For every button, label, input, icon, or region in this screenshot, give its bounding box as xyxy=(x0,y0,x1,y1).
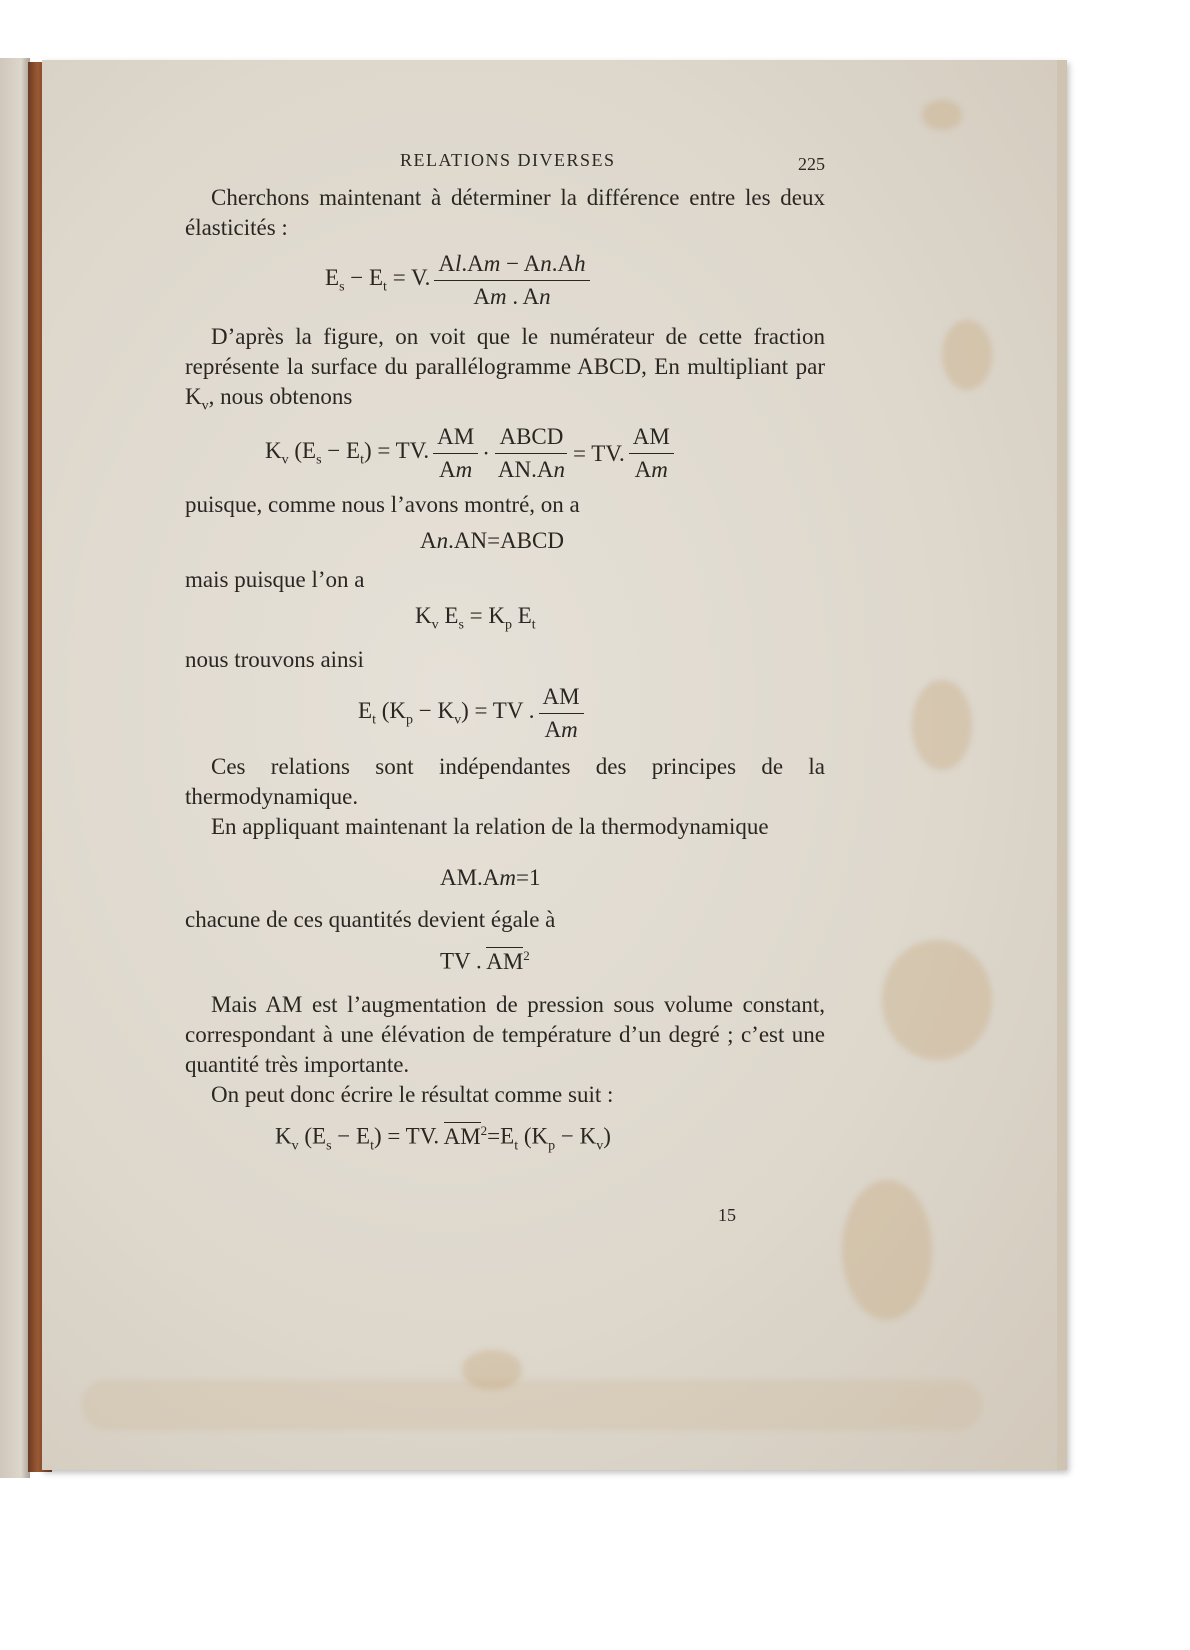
foxing-stain xyxy=(922,100,962,130)
equation-et-kp-kv: $E_t$ $(K_p - K_v)$ = TV . $\frac{AM}{Am}$ xyxy=(358,683,588,744)
equation-kv-kp: $K_v$ $E_s = K_p$ $E_t$ xyxy=(415,603,536,633)
foxing-stain xyxy=(912,680,972,770)
paragraph: Ces relations sont indépendantes des principes de la thermodynamique. xyxy=(185,754,825,809)
equation-tv-am-squared: TV . $AM^2$ xyxy=(440,948,530,974)
left-page-edge xyxy=(0,58,30,1478)
paragraph: Mais AM est l’augmentation de pression sous volume constant, correspondant à une élévation de température d’un degré ; c’est une quantité très importante. xyxy=(185,992,825,1077)
equation-elasticity-difference: $E_s - E_t = V$. $\frac{Al.Am - An.Ah}{Am . An}$ xyxy=(325,250,594,311)
running-title: RELATIONS DIVERSES xyxy=(400,150,616,170)
paragraph: En appliquant maintenant la relation de la thermodynamique xyxy=(211,814,769,839)
paragraph: mais puisque l’on a xyxy=(185,567,365,592)
equation-final-result: $K_v$ $(E_s - E_t)$ = TV. $AM^2=E_t$ $(K_p - K_v)$ xyxy=(275,1123,611,1154)
foxing-stain xyxy=(882,940,992,1060)
paragraph: D’après la figure, on voit que le numérateur de cette fraction représente la surface du parallélogramme ABCD, En multipliant par $K_v$, nous obtenons xyxy=(185,324,825,414)
paragraph: nous trouvons ainsi xyxy=(185,647,364,672)
equation-am-unity: AM.Am=1 xyxy=(440,865,541,890)
foxing-stain xyxy=(942,320,992,390)
equation-kv-product: $K_v$ $(E_s - E_t)$ = TV. $\frac{AM}{Am}$ · $\frac{\text{ABCD}}{AN.An}$ = TV. $\frac{AM}{Am}$ xyxy=(265,423,678,484)
paragraph: chacune de ces quantités devient égale à xyxy=(185,907,556,932)
paragraph: puisque, comme nous l’avons montré, on a xyxy=(185,492,580,517)
equation-abcd: An.AN=ABCD xyxy=(420,528,564,553)
foxing-stain xyxy=(82,1380,982,1430)
paragraph: On peut donc écrire le résultat comme suit : xyxy=(211,1082,614,1107)
page-number: 225 xyxy=(798,154,825,174)
signature-mark: 15 xyxy=(718,1205,736,1225)
foxing-stain xyxy=(842,1180,932,1320)
paragraph: Cherchons maintenant à déterminer la différence entre les deux élasticités : xyxy=(185,185,825,240)
